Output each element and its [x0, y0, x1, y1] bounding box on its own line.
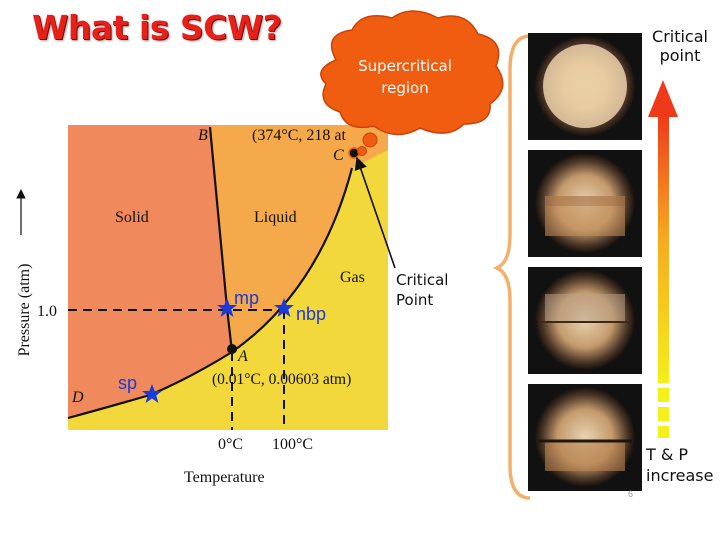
pressure-tick-label: 1.0: [37, 303, 57, 320]
triple-point-marker: [227, 344, 237, 354]
tp-line1: T & P: [646, 445, 689, 464]
critical-mid-line1: Critical: [396, 271, 449, 289]
critical-point-top-label: [640, 27, 720, 65]
supercritical-line1: Supercritical: [358, 57, 452, 75]
tp-increase-label: [646, 444, 720, 486]
triple-coords-label: (0.01°C, 0.00603 atm): [212, 371, 352, 388]
temp-tick-0: 0°C: [218, 436, 244, 453]
liquid-label: Liquid: [254, 209, 297, 226]
mp-label: mp: [234, 288, 260, 308]
critical-point-mid-label: [396, 270, 448, 310]
point-c-label: C: [333, 147, 344, 164]
nbp-label: nbp: [296, 304, 327, 324]
point-b-label: B: [198, 127, 208, 144]
solid-label: Solid: [115, 209, 149, 226]
tp-line2: increase: [646, 466, 714, 485]
point-a-label: A: [238, 348, 248, 365]
photo-stack: [528, 33, 642, 491]
supercritical-line2: region: [381, 79, 429, 97]
critical-mid-line2: Point: [396, 291, 434, 309]
slide-title: What is SCW?: [32, 8, 282, 47]
photo-brace: [497, 36, 530, 498]
phase-diagram: [16, 125, 388, 486]
critical-top-line2: point: [659, 46, 701, 65]
temp-tick-100: 100°C: [272, 436, 314, 453]
pressure-axis-label: Pressure (atm): [16, 263, 33, 357]
page-number: 6: [628, 489, 634, 499]
temperature-axis-label: Temperature: [184, 469, 265, 486]
critical-top-line1: Critical: [652, 27, 708, 46]
gas-label: Gas: [340, 269, 365, 286]
sp-label: sp: [118, 373, 138, 393]
point-d-label: D: [72, 389, 84, 406]
supercritical-region-label: [330, 55, 480, 99]
critical-coords-label: (374°C, 218 at: [252, 127, 346, 144]
tp-increase-arrow: [648, 80, 678, 438]
